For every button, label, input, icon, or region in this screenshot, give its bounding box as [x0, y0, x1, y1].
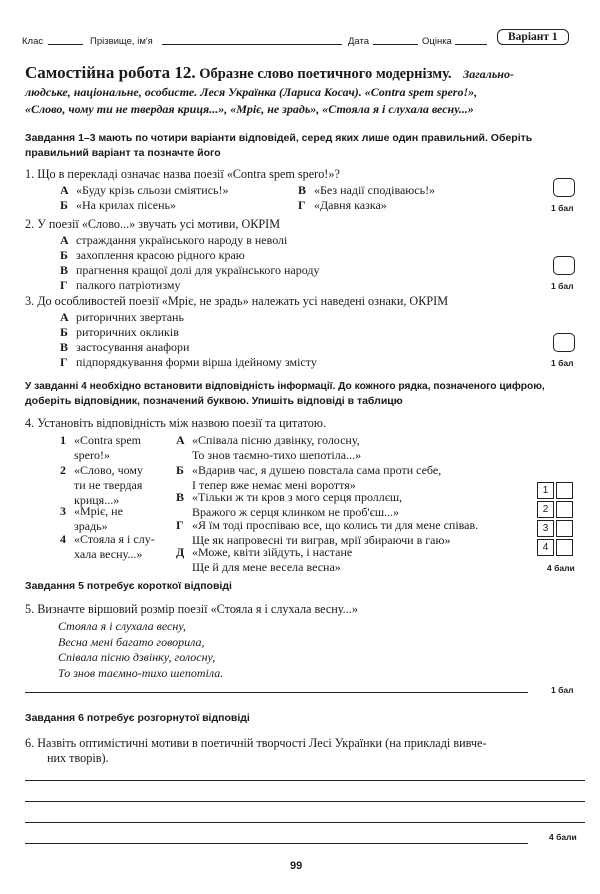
q4-right-e — [176, 545, 352, 575]
q1-option-d[interactable] — [298, 198, 387, 213]
date-label: Дата — [348, 36, 370, 47]
q5-poem-line-1: Стояла я і слухала весну, — [58, 619, 187, 633]
q3-letter-d: Г — [60, 355, 68, 369]
q3-text-b: риторичних окликів — [76, 325, 179, 339]
q3-option-b[interactable] — [60, 325, 179, 340]
q4-right-letter-d: Г — [176, 518, 184, 532]
q2-text-d: палкого патріотизму — [76, 278, 181, 292]
class-field[interactable] — [48, 34, 83, 45]
q1-text: 1. Що в перекладі означає назва поезії «Contra spem spero!»? — [25, 167, 340, 181]
q3-option-c[interactable] — [60, 340, 189, 355]
page-number: 99 — [290, 860, 303, 872]
grade-field[interactable] — [455, 34, 487, 45]
q4-left-1 — [60, 433, 141, 463]
instruction-part4-line1: У завданні 4 необхідно встановити відповідність інформації. До кожного рядка, позначеного цифрою, — [25, 381, 545, 392]
q3-letter-c: В — [60, 340, 69, 354]
q4-answer-num-2: 2 — [537, 501, 554, 518]
q5-answer-line[interactable] — [25, 692, 528, 693]
q5-poem-line-2: Весна мені багато говорила, — [58, 634, 205, 649]
q3-text-c: застосування анафори — [76, 340, 190, 354]
q2-letter-d: Г — [60, 278, 68, 292]
q4-right-a — [176, 433, 361, 463]
q3-score: 1 бал — [551, 358, 574, 368]
q5-text: 5. Визначте віршовий розмір поезії «Стояла я і слухала весну...» — [25, 602, 358, 616]
q4-text: 4. Установіть відповідність між назвою поезії та цитатою. — [25, 416, 327, 430]
q3-option-a[interactable] — [60, 310, 184, 325]
q2-text-c: прагнення кращої долі для українського народу — [76, 263, 320, 277]
title-line2: людське, національне, особисте. Леся Українка (Лариса Косач). «Contra spem spero!», — [25, 85, 478, 99]
q4-left-4-l1: «Стояла я і слу- — [74, 532, 155, 546]
q6-text-line2: них творів). — [47, 751, 109, 765]
q1-letter-c: В — [298, 183, 307, 197]
q4-answer-num-4: 4 — [537, 539, 554, 556]
q4-right-a-l1: «Співала пісню дзвінку, голосну, — [192, 433, 360, 447]
q2-option-c[interactable] — [60, 263, 319, 278]
q5-poem-line-3: Співала пісню дзвінку, голосну, — [58, 650, 216, 664]
q5-poem-line-4: То знов таємно-тихо шепотіла. — [58, 665, 224, 680]
q1-letter-d: Г — [298, 198, 306, 212]
q2-text: 2. У поезії «Слово...» звучать усі мотиви, ОКРІМ — [25, 217, 281, 231]
q6-answer-line-3[interactable] — [25, 822, 585, 823]
q4-right-letter-e: Д — [176, 545, 185, 559]
q4-right-e-l2: Ще й для мене весела весна» — [192, 560, 341, 574]
q4-right-b — [176, 463, 441, 493]
q4-left-2-l1: «Слово, чому — [74, 463, 143, 477]
q4-right-letter-b: Б — [176, 463, 184, 477]
q1-text-b: «На крилах пісень» — [76, 198, 177, 212]
q3-option-d[interactable] — [60, 355, 317, 370]
q4-answer-num-1: 1 — [537, 482, 554, 499]
q4-right-c — [176, 490, 402, 520]
q6-score: 4 бали — [549, 832, 577, 842]
name-label: Прізвище, ім'я — [90, 36, 153, 47]
q4-right-d — [176, 518, 478, 548]
class-label: Клас — [22, 36, 44, 47]
instruction-part1-line1: Завдання 1–3 мають по чотири варіанти відповідей, серед яких лише один правильний. Оберіть — [25, 132, 533, 144]
q1-text-d: «Давня казка» — [314, 198, 387, 212]
q1-score: 1 бал — [551, 203, 574, 213]
q4-left-4 — [60, 532, 155, 562]
title-line1 — [25, 63, 585, 83]
q6-answer-line-2[interactable] — [25, 801, 585, 802]
q2-letter-a: А — [60, 233, 69, 247]
q4-right-a-l2: То знов таємно-тихо шепотіла...» — [192, 448, 362, 462]
q2-text-b: захоплення красою рідного краю — [76, 248, 245, 262]
q6-answer-line-1[interactable] — [25, 780, 585, 781]
q4-right-b-l1: «Вдарив час, я душею повстала сама проти себе, — [192, 463, 442, 477]
q1-letter-a: А — [60, 183, 69, 197]
q6-answer-line-4[interactable] — [25, 843, 528, 844]
q6-text-line1: 6. Назвіть оптимістичні мотиви в поетичній творчості Лесі Українки (на прикладі вивче- — [25, 736, 487, 750]
q2-score: 1 бал — [551, 281, 574, 291]
q4-left-1-l1: «Contra spem — [74, 433, 141, 447]
q4-score: 4 бали — [547, 563, 575, 573]
q4-right-letter-a: А — [176, 433, 185, 447]
q4-left-3-l1: «Мріє, не — [74, 504, 123, 518]
work-title: Самостійна робота 12. — [25, 63, 196, 82]
instruction-part6: Завдання 6 потребує розгорнутої відповіді — [25, 712, 250, 724]
instruction-part1-line2: правильний варіант та позначте його — [25, 147, 221, 159]
q1-option-a[interactable] — [60, 183, 229, 198]
q4-left-num-2: 2 — [60, 463, 66, 477]
title-line3: «Слово, чому ти не твердая криця...», «Мріє, не зрадь», «Стояла я і слухала весну...» — [25, 102, 474, 116]
q4-left-num-3: 3 — [60, 504, 66, 518]
q3-text-a: риторичних звертань — [76, 310, 184, 324]
title-line1-end: Загально- — [463, 67, 514, 81]
q2-letter-b: Б — [60, 248, 68, 262]
q3-letter-b: Б — [60, 325, 68, 339]
q4-left-3-l2: зрадь» — [74, 519, 108, 533]
q4-left-num-1: 1 — [60, 433, 66, 447]
q2-answer-box[interactable] — [553, 256, 575, 275]
q2-option-d[interactable] — [60, 278, 181, 293]
q4-left-2-l3: криця...» — [74, 493, 120, 507]
q3-text: 3. До особливостей поезії «Мріє, не зрадь» належать усі наведені ознаки, ОКРІМ — [25, 294, 449, 308]
q4-left-2-l2: ти не твердая — [74, 478, 143, 492]
q1-option-b[interactable] — [60, 198, 176, 213]
topic-title: Образне слово поетичного модернізму. — [199, 66, 452, 82]
q5-poem — [58, 619, 223, 681]
instruction-part4-line2: доберіть відповідник, позначений буквою. Упишіть відповіді в таблицю — [25, 395, 403, 407]
q4-answer-cell-1[interactable] — [556, 482, 573, 499]
q2-letter-c: В — [60, 263, 69, 277]
q4-answer-num-3: 3 — [537, 520, 554, 537]
q3-text-d: підпорядкування форми вірша ідейному змісту — [76, 355, 317, 369]
q3-letter-a: А — [60, 310, 69, 324]
instruction-part5: Завдання 5 потребує короткої відповіді — [25, 580, 232, 592]
q4-left-num-4: 4 — [60, 532, 66, 546]
date-field[interactable] — [373, 34, 418, 45]
q4-answer-cell-3[interactable] — [556, 520, 573, 537]
q4-right-d-l2: Ще як напровесні ти виграв, мрії збираючи в гаю» — [192, 533, 451, 547]
q5-score: 1 бал — [551, 685, 574, 695]
q4-right-d-l1: «Я їм тоді проспіваю все, що колись ти для мене співав. — [192, 518, 479, 532]
q4-answer-cell-4[interactable] — [556, 539, 573, 556]
q4-right-c-l1: «Тільки ж ти кров з мого серця проллєш, — [192, 490, 403, 504]
q2-text-a: страждання українського народу в неволі — [76, 233, 288, 247]
q4-left-2 — [60, 463, 143, 508]
q1-letter-b: Б — [60, 198, 68, 212]
q4-right-e-l1: «Може, квіти зійдуть, і настане — [192, 545, 353, 559]
q4-left-3 — [60, 504, 123, 534]
q2-option-b[interactable] — [60, 248, 245, 263]
q4-right-b-l2: І тепер вже немає мені вороття» — [192, 478, 356, 492]
q2-option-a[interactable] — [60, 233, 287, 248]
variant-badge: Варіант 1 — [497, 29, 569, 45]
name-field[interactable] — [162, 34, 342, 45]
q4-right-c-l2: Вражого ж серця клинком не проб'єш...» — [192, 505, 400, 519]
grade-label: Оцінка — [422, 36, 452, 47]
q3-answer-box[interactable] — [553, 333, 575, 352]
q1-text-c: «Без надії сподіваюсь!» — [314, 183, 436, 197]
q4-left-1-l2: spero!» — [74, 448, 110, 462]
q4-answer-cell-2[interactable] — [556, 501, 573, 518]
q1-text-a: «Буду крізь сльози сміятись!» — [76, 183, 229, 197]
q4-right-letter-c: В — [176, 490, 185, 504]
q4-left-4-l2: хала весну...» — [74, 547, 143, 561]
q1-answer-box[interactable] — [553, 178, 575, 197]
q1-option-c[interactable] — [298, 183, 435, 198]
